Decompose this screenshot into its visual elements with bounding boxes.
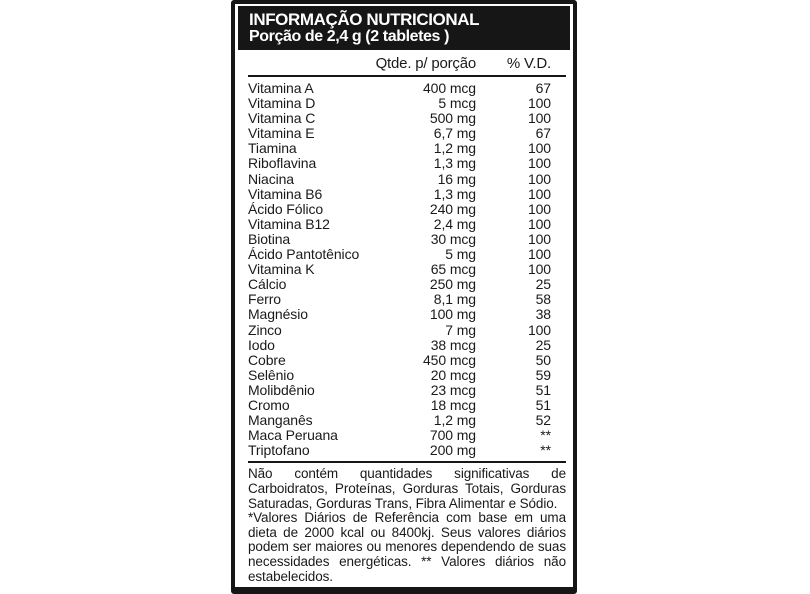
nutrient-name: Selênio [248,366,295,383]
nutrient-quantity: 8,1 mg [433,291,476,308]
nutrient-quantity: 250 mg [429,276,476,293]
nutrient-quantity: 6,7 mg [433,125,476,142]
column-header-row [235,50,573,75]
table-row [248,187,551,202]
table-row [248,383,551,398]
nutrient-quantity: 5 mcg [438,95,476,112]
table-row [248,217,551,232]
table-row [248,156,551,171]
nutrient-daily-value: 100 [527,246,551,263]
nutrient-name: Vitamina B6 [248,185,323,202]
nutrient-quantity: 20 mcg [430,366,476,383]
nutrient-name: Cromo [248,396,290,413]
nutrient-daily-value: 58 [535,291,551,308]
table-row [248,81,551,96]
nutrient-daily-value: 100 [527,215,551,232]
table-row [248,292,551,307]
nutrient-quantity: 38 mcg [430,336,476,353]
nutrient-name: Molibdênio [248,381,315,398]
nutrient-quantity: 450 mcg [423,351,476,368]
table-row [248,141,551,156]
table-row [248,338,551,353]
nutrient-daily-value: 100 [527,261,551,278]
nutrient-quantity: 1,3 mg [433,155,476,172]
nutrient-name: Niacina [248,170,294,187]
nutrient-daily-value: 50 [535,351,551,368]
nutrient-quantity: 7 mg [445,321,476,338]
nutrient-name: Cobre [248,351,286,368]
table-row [248,398,551,413]
table-row [248,96,551,111]
serving-size: Porção de 2,4 g (2 tabletes ) [249,28,450,45]
column-header-quantity: Qtde. p/ porção [375,55,476,72]
nutrient-daily-value: 52 [535,412,551,429]
nutrient-quantity: 700 mg [429,427,476,444]
nutrient-daily-value: 51 [535,396,551,413]
nutrient-name: Vitamina B12 [248,215,330,232]
nutrient-quantity: 1,2 mg [433,140,476,157]
nutrient-quantity: 200 mg [429,442,476,459]
nutrient-daily-value: 67 [535,125,551,142]
nutrient-daily-value: 100 [527,185,551,202]
table-row [248,307,551,322]
column-header-daily-value: % V.D. [506,55,551,72]
table-row [248,202,551,217]
nutrient-daily-value: 100 [527,230,551,247]
nutrient-name: Ácido Pantotênico [248,246,360,263]
nutrient-name: Magnésio [248,306,308,323]
nutrient-name: Vitamina E [248,125,315,142]
nutrient-daily-value: 38 [535,306,551,323]
nutrient-daily-value: 25 [535,336,551,353]
nutrient-daily-value: ** [540,442,551,459]
nutrition-facts-label [231,0,577,594]
table-row [248,368,551,383]
table-row [248,323,551,338]
table-row [248,428,551,443]
nutrient-name: Tiamina [248,140,297,157]
note-paragraph: Não contém quantidades significativas de Carboidratos, Proteínas, Gorduras Totais, Gorduras Saturadas, Gorduras Trans, Fibra Alimentar e Sódio. [248,466,566,511]
nutrient-name: Zinco [248,321,282,338]
nutrient-name: Riboflavina [248,155,317,172]
nutrient-name: Vitamina K [248,261,315,278]
note-paragraph: *Valores Diários de Referência com base em uma dieta de 2000 kcal ou 8400kj. Seus valores diários podem ser maiores ou menores dependendo de suas necessidades energéticas. ** Valores diários não estabelecidos. [248,510,566,584]
nutrient-quantity: 1,2 mg [433,412,476,429]
nutrient-name: Biotina [248,230,291,247]
nutrient-quantity: 400 mcg [423,80,476,96]
table-row [248,172,551,187]
nutrient-daily-value: 59 [535,366,551,383]
nutrient-name: Vitamina D [248,95,316,112]
nutrient-name: Triptofano [248,442,310,459]
table-body [235,77,573,461]
notes [235,463,573,584]
table-row [248,277,551,292]
nutrient-quantity: 65 mcg [430,261,476,278]
nutrient-name: Cálcio [248,276,287,293]
nutrient-quantity: 100 mg [429,306,476,323]
nutrient-daily-value: 67 [535,80,551,96]
table-row [248,126,551,141]
nutrient-quantity: 23 mcg [430,381,476,398]
table-row [248,111,551,126]
nutrient-daily-value: 100 [527,155,551,172]
nutrient-quantity: 5 mg [445,246,476,263]
nutrient-quantity: 500 mg [429,110,476,127]
nutrient-quantity: 16 mg [437,170,476,187]
table-row [248,413,551,428]
nutrient-daily-value: 51 [535,381,551,398]
nutrient-name: Vitamina A [248,80,314,96]
table-row [248,232,551,247]
label-title: INFORMAÇÃO NUTRICIONAL [249,10,480,29]
nutrient-daily-value: 100 [527,321,551,338]
label-header [238,6,570,50]
nutrient-daily-value: 25 [535,276,551,293]
nutrient-daily-value: ** [540,427,551,444]
nutrient-name: Ácido Fólico [248,200,324,217]
nutrient-name: Ferro [248,291,281,308]
nutrient-quantity: 240 mg [429,200,476,217]
nutrient-name: Manganês [248,412,313,429]
table-row [248,353,551,368]
nutrient-name: Maca Peruana [248,427,338,444]
table-row [248,262,551,277]
nutrient-daily-value: 100 [527,95,551,112]
nutrient-daily-value: 100 [527,110,551,127]
table-row [248,443,551,458]
nutrient-daily-value: 100 [527,200,551,217]
nutrient-daily-value: 100 [527,140,551,157]
table-row [248,247,551,262]
nutrient-quantity: 30 mcg [430,230,476,247]
nutrient-name: Iodo [248,336,275,353]
nutrient-quantity: 18 mcg [430,396,476,413]
nutrient-name: Vitamina C [248,110,316,127]
nutrient-daily-value: 100 [527,170,551,187]
nutrient-quantity: 1,3 mg [433,185,476,202]
nutrient-quantity: 2,4 mg [433,215,476,232]
